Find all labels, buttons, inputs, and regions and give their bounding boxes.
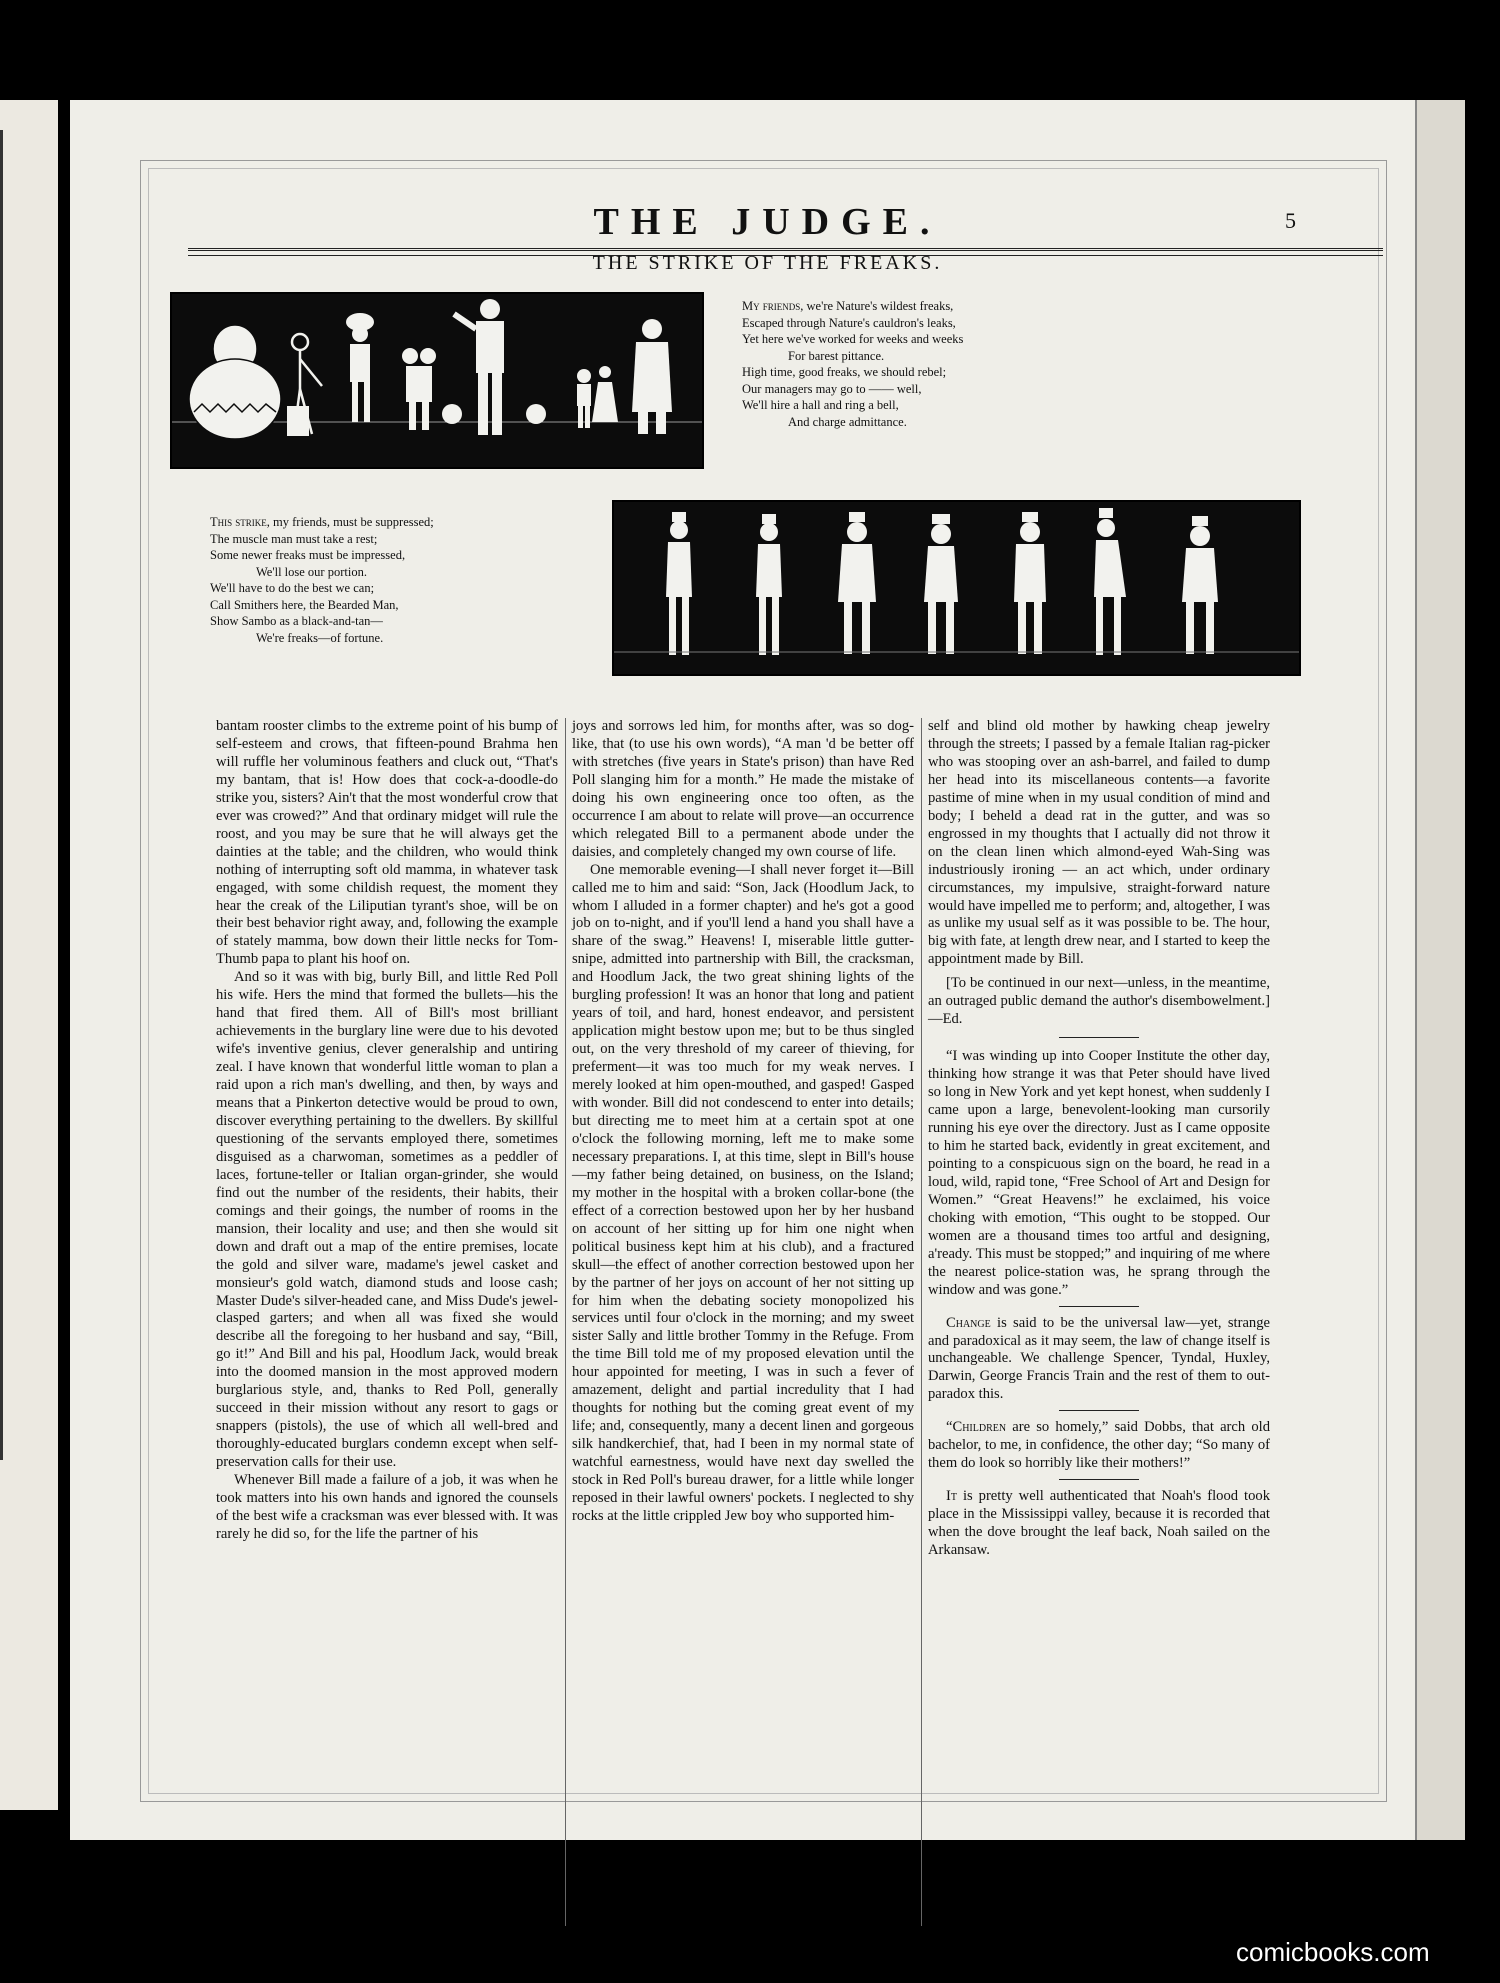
column-one-para-3: Whenever Bill made a failure of a job, it was when he took matters into his own hands and ignored the counsels of the best wife a cracksman was ever blessed with. It was rarely he did so, for the life the partner of his xyxy=(216,1472,558,1542)
article-title: THE STRIKE OF THE FREAKS. xyxy=(592,252,943,274)
editor-note: [To be continued in our next—unless, in the meantime, an outraged public demand the author's disembowelment.]—Ed. xyxy=(928,975,1270,1028)
verse-second-line-6: Call Smithers here, the Bearded Man, xyxy=(210,597,399,612)
dandies-illustration xyxy=(612,500,1301,676)
verse-first-line-7: We'll hire a hall and ring a bell, xyxy=(742,398,899,412)
verse-second-line-4: We'll lose our portion. xyxy=(256,564,367,579)
change-item-lead: Change xyxy=(946,1314,991,1331)
verse-second-line-5: We'll have to do the best we can; xyxy=(210,581,375,595)
verse-first-line-8: And charge admittance. xyxy=(788,414,907,429)
children-item xyxy=(928,1419,1270,1473)
verse-first-line-4: For barest pittance. xyxy=(788,348,885,363)
masthead-title: THE JUDGE. xyxy=(593,201,942,243)
page-edge-stack xyxy=(1415,100,1465,1840)
cooper-institute-item: “I was winding up into Cooper Institute the other day, thinking how strange it was that Peter should have lived so long in New York and yet kept honest, when suddenly I came upon a large, benevolent-looking man cursorily running his eye over the directory. Just as I came opposite to him he started back, evidently in great excitement, and pointing to a conspicuous sign on the board, he read in a loud, wild, rapid tone, “Free School of Art and Design for Women.” “Great Heavens!” he exclaimed, his voice choking with emotion, “This ought to be stopped. Our women are a thousand times too artful and designing, a'ready. This must be stopped;” and inquiring of me where the nearest police-station was, he sprang through the window and was gone.” xyxy=(928,1048,1270,1298)
column-one xyxy=(216,718,558,1544)
verse-first-line-2: Escaped through Nature's cauldron's leaks, xyxy=(742,315,956,330)
section-rule xyxy=(1059,1410,1139,1411)
column-one-para-1: bantam rooster climbs to the extreme point of his bump of self-esteem and crows, that fifteen-pound Brahma hen will ruffle her voluminous feathers and cluck out, “That's my bantam, that is! How does that cock-a-doodle-do strike you, sisters? Ain't that the most wonderful crow that ever was crowed?” And that ordinary midget will rule the roost, and you may be sure that he will always get the dainties at the table; and the children, who would think nothing of interrupting soft old mamma, in whatever task engaged, with some childish request, the moment they hear the creak of the Liliputian tyrant's shoe, will be on their best behavior right away, and, following the example of stately mamma, bow down their little necks for Tom-Thumb papa to plant his hoof on. xyxy=(216,718,558,968)
column-three xyxy=(928,718,1270,1560)
column-divider xyxy=(565,718,566,1926)
verse-second-line-8: We're freaks—of fortune. xyxy=(256,630,384,645)
ball-prop xyxy=(526,404,546,424)
facing-page-rule xyxy=(0,130,3,1460)
column-two-para-2: One memorable evening—I shall never forget it—Bill called me to him and said: “Son, Jack (Hoodlum Jack, to whom I alluded in a former chapter) and he's got a good job on to-night, and if you'll lend a hand you shall have a share of the swag.” Heavens! I, miserable little gutter-snipe, admitted into partnership with Bill, the cracksman, and Hoodlum Jack, the two great shining lights of the burgling profession! It was an honor that long and patient years of toil, and hard, honest endeavor, and persistent application might bestow upon me; but to be thus singled out, on the very threshold of my career of thieving, for preferment—it was too much for my weak nerves. I merely looked at him open-mouthed, and gasped! Gasped with wonder. Bill did not condescend to enter into details; but directing me to meet him at a certain spot at one o'clock the following morning, left me to make some necessary preparations. I, at this time, slept in Bill's house—my father being detained, on business, on the Island; my mother in the hospital with a broken collar-bone (the effect of a correction bestowed upon her by her husband on account of her sitting up for him one night when political business kept him at his club), and a fractured skull—the effect of another correction bestowed upon her by the partner of her joys on account of her not sitting up for him when the debating society monopolized his services until four o'clock in the morning; and my sweet sister Sally and little brother Tommy in the Refuge. From the time Bill told me of my proposed elevation until the hour appointed for meeting, I was in such a fever of amazement, delight and partial incredulity that I had thoughts for nothing but the coming great event of my life; and, consequently, many a decent linen and gorgeous silk handkerchief, that, had I been in my normal state of watchful earnestness, would have next day swelled the stock in Red Poll's bureau drawer, for a little while longer reposed in their lawful owners' pockets. I neglected to shy rocks at the little crippled Jew boy who supported him- xyxy=(572,861,914,1524)
page-number: 5 xyxy=(1285,208,1296,233)
column-three-para-1: self and blind old mother by hawking cheap jewelry through the streets; I passed by a female Italian rag-picker who was stooping over an ash-barrel, and failed to dump her head into its miscellaneous contents—a favorite pastime of mine when in my usual condition of mind and body; I beheld a dead rat in the gutter, and was so engrossed in my thoughts that I actually did not throw it on the clean linen which almond-eyed Wah-Sing was industriously ironing — an act which, under ordinary circumstances, my impulsive, straight-forward nature would have impelled me to perform; and, altogether, I was as unlike my usual self as it was possible to be. The hour, big with fate, at length drew near, and I started to keep the appointment made by Bill. xyxy=(928,718,1270,968)
section-rule xyxy=(1059,1306,1139,1307)
verse-first-line-6: Our managers may go to —— well, xyxy=(742,381,922,396)
verse-second-line-3: Some newer freaks must be impressed, xyxy=(210,548,406,562)
verse-second-line-1: my friends, must be suppressed; xyxy=(269,515,434,529)
noah-item-lead: It xyxy=(946,1488,957,1505)
verse-first xyxy=(742,298,963,430)
column-two-para-1: joys and sorrows led him, for months after, was so dog-like, that (to use his own words), “A man 'd be better off with stretches (five years in State's prison) than have Red Poll slanging him for a month.” He made the mistake of doing his own engineering once too often, as the occurrence I am about to relate will prove—an occurrence which relegated Bill to a permanent abode under the daisies, and completely changed my own course of life. xyxy=(572,718,914,860)
verse-second-line-2: The muscle man must take a rest; xyxy=(210,531,378,546)
children-item-text: are so homely,” said Dobbs, that arch old bachelor, to me, in confidence, the other day; “So many of them do look so horribly like their mothers!” xyxy=(928,1419,1270,1472)
verse-second-line-7: Show Sambo as a black-and-tan— xyxy=(210,614,383,628)
section-rule xyxy=(1059,1479,1139,1480)
column-divider xyxy=(921,718,922,1926)
change-item-text: is said to be the universal law—yet, strange and paradoxical as it may seem, the law of change itself is unchangeable. We challenge Spencer, Tyndal, Huxley, Darwin, George Francis Train and the rest of them to out-paradox this. xyxy=(928,1314,1270,1403)
site-watermark: comicbooks.com xyxy=(1236,1937,1430,1967)
verse-second-lead: This strike, xyxy=(210,515,270,529)
verse-first-line-5: High time, good freaks, we should rebel; xyxy=(742,365,947,379)
facing-page-edge xyxy=(0,100,58,1810)
column-one-para-2: And so it was with big, burly Bill, and little Red Poll his wife. Hers the mind that formed the bullets—his the hand that fired them. All of Bill's most brilliant achievements in the burglary line were due to his devoted wife's inventive genius, clever generalship and untiring zeal. I have known that wonderful little woman to plan a raid upon a rich man's dwelling, and then, by ways and means that a Pinkerton detective would be proud to own, discover everything pertaining to the dwellers. By skillful questioning of the servants employed there, sometimes disguised as a charwoman, sometimes as a peddler of laces, fortune-teller or Italian organ-grinder, she would find out the number of the residents, their habits, their comings and their goings, the number of rooms in the mansion, their locality and use; and then she would sit down and draft out a map of the entire premises, locate the gold and silver ware, madame's jewel casket and monsieur's gold watch, diamond studs and loose cash; Master Dude's silver-headed cane, and Miss Dude's jewel-clasped garters; and when all was fixed she would describe all the foregoing to her husband and say, “Bill, go it!” And Bill and his pal, Hoodlum Jack, would break into the doomed mansion in the most approved modern burglarious style, and, thanks to Red Poll, generally succeed in their mission without any resort to gags or snappers (pistols), the use of which all well-bred and thoroughly-educated burglars condemn except when self-preservation calls for their use. xyxy=(216,969,558,1471)
noah-item xyxy=(928,1488,1270,1560)
dandies-drawing xyxy=(614,502,1299,674)
column-two xyxy=(572,718,914,1526)
severed-head-prop xyxy=(442,404,462,424)
children-item-lead: “Children xyxy=(946,1419,1007,1436)
section-rule xyxy=(1059,1037,1139,1038)
verse-first-lead: My friends, xyxy=(742,299,804,313)
freaks-drawing xyxy=(172,294,702,467)
noah-item-text: is pretty well authenticated that Noah's flood took place in the Mississippi valley, because it is recorded that when the dove brought the leaf back, Noah sailed on the Arkansaw. xyxy=(928,1488,1270,1559)
skeleton-stool xyxy=(287,406,309,436)
verse-second xyxy=(210,514,434,646)
verse-first-line-1: we're Nature's wildest freaks, xyxy=(803,299,954,313)
verse-first-line-3: Yet here we've worked for weeks and weeks xyxy=(742,332,964,346)
freaks-illustration xyxy=(170,292,704,469)
magazine-page xyxy=(70,100,1465,1840)
change-item xyxy=(928,1315,1270,1405)
